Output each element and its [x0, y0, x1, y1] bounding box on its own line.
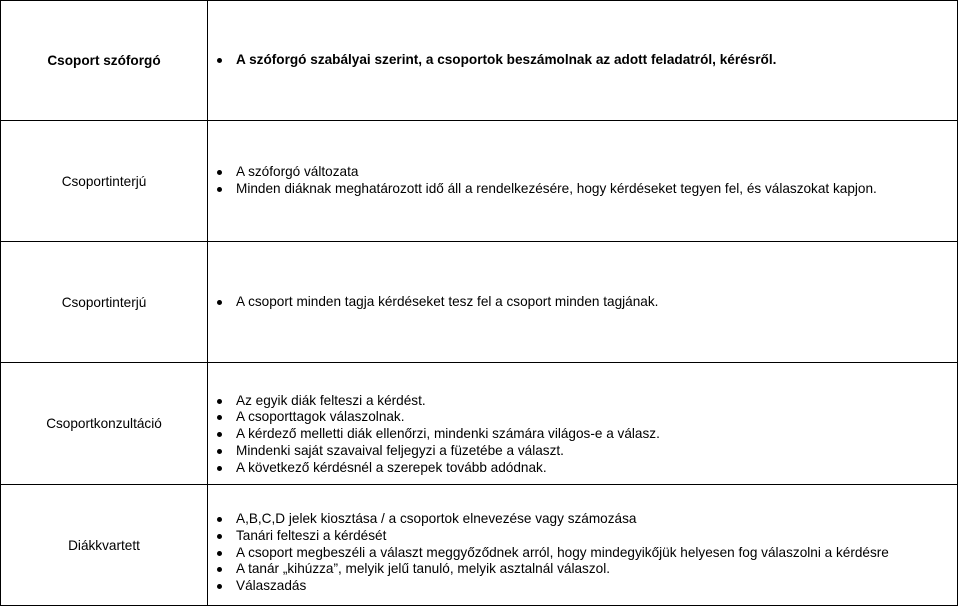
bullet-icon — [217, 517, 222, 522]
table-row — [1, 242, 958, 363]
bullet-icon — [217, 534, 222, 539]
list-item — [208, 528, 957, 545]
method-description — [208, 121, 958, 242]
table-row — [1, 363, 958, 485]
list-item — [208, 409, 957, 426]
method-description — [208, 1, 958, 121]
bullet-icon — [217, 58, 222, 63]
list-item-text: A tanár „kihúzza”, melyik jelű tanuló, melyik asztalnál válaszol. — [236, 561, 610, 577]
bullet-icon — [217, 415, 222, 420]
bullet-list — [208, 495, 957, 595]
bullet-list — [208, 164, 957, 198]
list-item — [208, 443, 957, 460]
list-item-text: Válaszadás — [236, 578, 307, 594]
bullet-icon — [217, 567, 222, 572]
list-item-text: A csoport megbeszéli a választ meggyőződnek arról, hogy mindegyikőjük helyesen fog válaszolni a kérdésre — [236, 544, 889, 560]
bullet-list — [208, 371, 957, 477]
list-item — [208, 460, 957, 477]
list-item-text: Tanári felteszi a kérdését — [236, 527, 387, 543]
table-row — [1, 485, 958, 606]
list-item-text: Az egyik diák felteszi a kérdést. — [236, 392, 426, 408]
list-item — [208, 393, 957, 410]
list-item — [208, 545, 957, 562]
list-item — [208, 181, 957, 198]
method-name: Diákkvartett — [1, 485, 208, 606]
list-item-text: A következő kérdésnél a szerepek tovább adódnak. — [236, 459, 547, 475]
bullet-icon — [217, 432, 222, 437]
list-item — [208, 294, 957, 311]
table-row — [1, 1, 958, 121]
table-row — [1, 121, 958, 242]
method-name: Csoportkonzultáció — [1, 363, 208, 485]
list-item-text: A csoporttagok válaszolnak. — [236, 409, 405, 425]
list-item-text: Minden diáknak meghatározott idő áll a rendelkezésére, hogy kérdéseket tegyen fel, és válaszokat kapjon. — [236, 181, 877, 196]
bullet-icon — [217, 170, 222, 175]
bullet-icon — [217, 187, 222, 192]
bullet-icon — [217, 466, 222, 471]
bullet-list — [208, 52, 957, 69]
list-item-text: A csoport minden tagja kérdéseket tesz fel a csoport minden tagjának. — [236, 293, 659, 309]
list-item-text: A szóforgó változata — [236, 164, 359, 180]
list-item — [208, 511, 957, 528]
list-item-text: A kérdező melletti diák ellenőrzi, mindenki számára világos-e a válasz. — [236, 426, 660, 442]
bullet-icon — [217, 449, 222, 454]
method-description — [208, 485, 958, 606]
list-item-text: A,B,C,D jelek kiosztása / a csoportok elnevezése vagy számozása — [236, 511, 637, 526]
method-name: Csoportinterjú — [1, 121, 208, 242]
bullet-icon — [217, 551, 222, 556]
method-name: Csoportinterjú — [1, 242, 208, 363]
bullet-icon — [217, 300, 222, 305]
bullet-icon — [217, 584, 222, 589]
list-item-text: A szóforgó szabályai szerint, a csoportok beszámolnak az adott feladatról, kérésről. — [236, 52, 777, 68]
bullet-icon — [217, 399, 222, 404]
method-description — [208, 242, 958, 363]
list-item — [208, 561, 957, 578]
list-item-text: Mindenki saját szavaival feljegyzi a füzetébe a választ. — [236, 442, 564, 458]
method-name: Csoport szóforgó — [1, 1, 208, 121]
bullet-list — [208, 294, 957, 311]
list-item — [208, 426, 957, 443]
list-item — [208, 52, 957, 69]
list-item — [208, 164, 957, 181]
method-description — [208, 363, 958, 485]
list-item — [208, 578, 957, 595]
